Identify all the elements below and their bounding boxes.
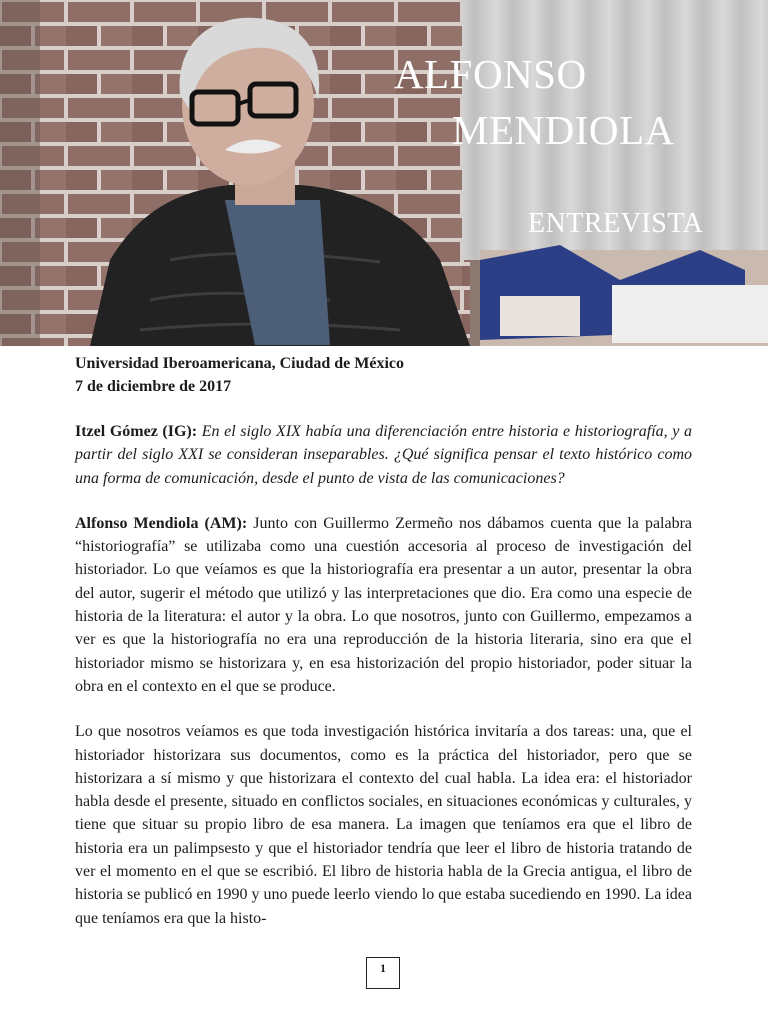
- question-paragraph: [75, 420, 692, 490]
- header-photo: [0, 0, 768, 346]
- interview-date: 7 de diciembre de 2017: [75, 378, 232, 395]
- interview-place: Universidad Iberoamericana, Ciudad de México: [75, 355, 405, 372]
- body-paragraph: Lo que nosotros veíamos es que toda investigación histórica invitaría a dos tareas: una, que el historiador historizara sus documentos, como es la práctica del historiador, pero que se historizara a sí mismo y que historizara el contexto del cual habla. La idea era: el historiador habla desde el presente, situado en conflictos sociales, en situaciones económicas y culturales, y tiene que situar su propio libro de esa manera. La imagen que teníamos era que el libro de historia era un palimpsesto y que el historiador tendría que leer el libro de historia tratando de ver el momento en el que se escribió. El libro de historia habla de la Grecia antigua, el libro de historia se publicó en 1990 y uno puede leerlo viendo lo que estaba sucediendo en 1990. La idea que teníamos era que la histo-: [75, 723, 692, 927]
- answer-text: Junto con Guillermo Zermeño nos dábamos cuenta que la palabra “historiografía” se utilizaba como una cuestión accesoria al proceso de investigación del historiador. Lo que veíamos es que la historiografía era presentar a un autor, presentar la obra del autor, sugerir el método que utilizó y las interpretaciones que dio. Era como una especie de historia de la literatura: el autor y la obra. Lo que nosotros, junto con Guillermo, empezamos a ver es que la historiografía no era una reproducción de la historia literaria, sino era que el historiador mismo se historizara y, en esa historización del propio historiador, poder situar la obra en el contexto en el que se produce.: [75, 514, 693, 695]
- section-label: ENTREVISTA: [528, 208, 704, 239]
- interviewee-last-name: MENDIOLA: [452, 107, 675, 153]
- interviewee-first-name: ALFONSO: [394, 51, 587, 97]
- interviewer-label: Itzel Gómez (IG):: [75, 423, 198, 440]
- question-text: En el siglo XIX había una diferenciación entre historia e historiografía, y a partir del siglo XXI se consideran inseparables. ¿Qué significa pensar el texto histórico como una forma de comunicación, desde el punto de vista de las comunicaciones?: [75, 423, 693, 487]
- portrait-photo: [0, 0, 768, 346]
- interviewee-label: Alfonso Mendiola (AM):: [75, 514, 248, 532]
- page-number: 1: [366, 957, 400, 989]
- answer-paragraph: [75, 512, 692, 698]
- article-body: [75, 352, 692, 955]
- continuation-wrapper: [75, 720, 692, 955]
